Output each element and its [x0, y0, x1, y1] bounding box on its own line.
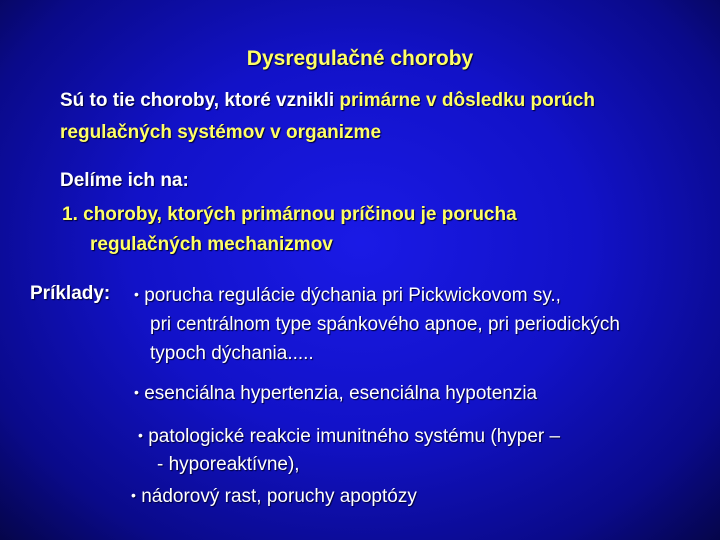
examples-label: Príklady: — [30, 283, 111, 304]
intro-highlight-2: regulačných systémov v organizme — [60, 122, 382, 143]
example-bullet-1 — [134, 283, 561, 307]
division-label: Delíme ich na: — [60, 170, 189, 191]
example-1-line-1: porucha regulácie dýchania pri Pickwickovom sy., — [144, 285, 561, 306]
example-bullet-3 — [138, 424, 560, 448]
intro-highlight-1: primárne v dôsledku porúch — [339, 90, 595, 111]
bullet-icon: • — [134, 286, 139, 302]
bullet-icon: • — [131, 487, 136, 503]
example-2: esenciálna hypertenzia, esenciálna hypotenzia — [144, 383, 538, 404]
slide-title: Dysregulačné choroby — [246, 47, 474, 70]
intro-line-1 — [60, 90, 595, 112]
bullet-icon: • — [138, 427, 143, 443]
division-item-1-line-2: regulačných mechanizmov — [90, 234, 333, 255]
division-item-1-line-1: 1. choroby, ktorých primárnou príčinou je porucha — [62, 204, 517, 225]
example-bullet-4 — [131, 484, 417, 508]
example-1-line-2: pri centrálnom type spánkového apnoe, pri periodických — [150, 314, 620, 335]
example-3-line-1: patologické reakcie imunitného systému (hyper – — [148, 426, 561, 447]
example-1-line-3: typoch dýchania..... — [150, 343, 314, 364]
example-bullet-2 — [134, 381, 537, 405]
example-4: nádorový rast, poruchy apoptózy — [141, 486, 417, 507]
bullet-icon: • — [134, 384, 139, 400]
intro-text: Sú to tie choroby, ktoré vznikli — [60, 90, 340, 111]
example-3-line-2: - hyporeaktívne), — [157, 454, 300, 475]
